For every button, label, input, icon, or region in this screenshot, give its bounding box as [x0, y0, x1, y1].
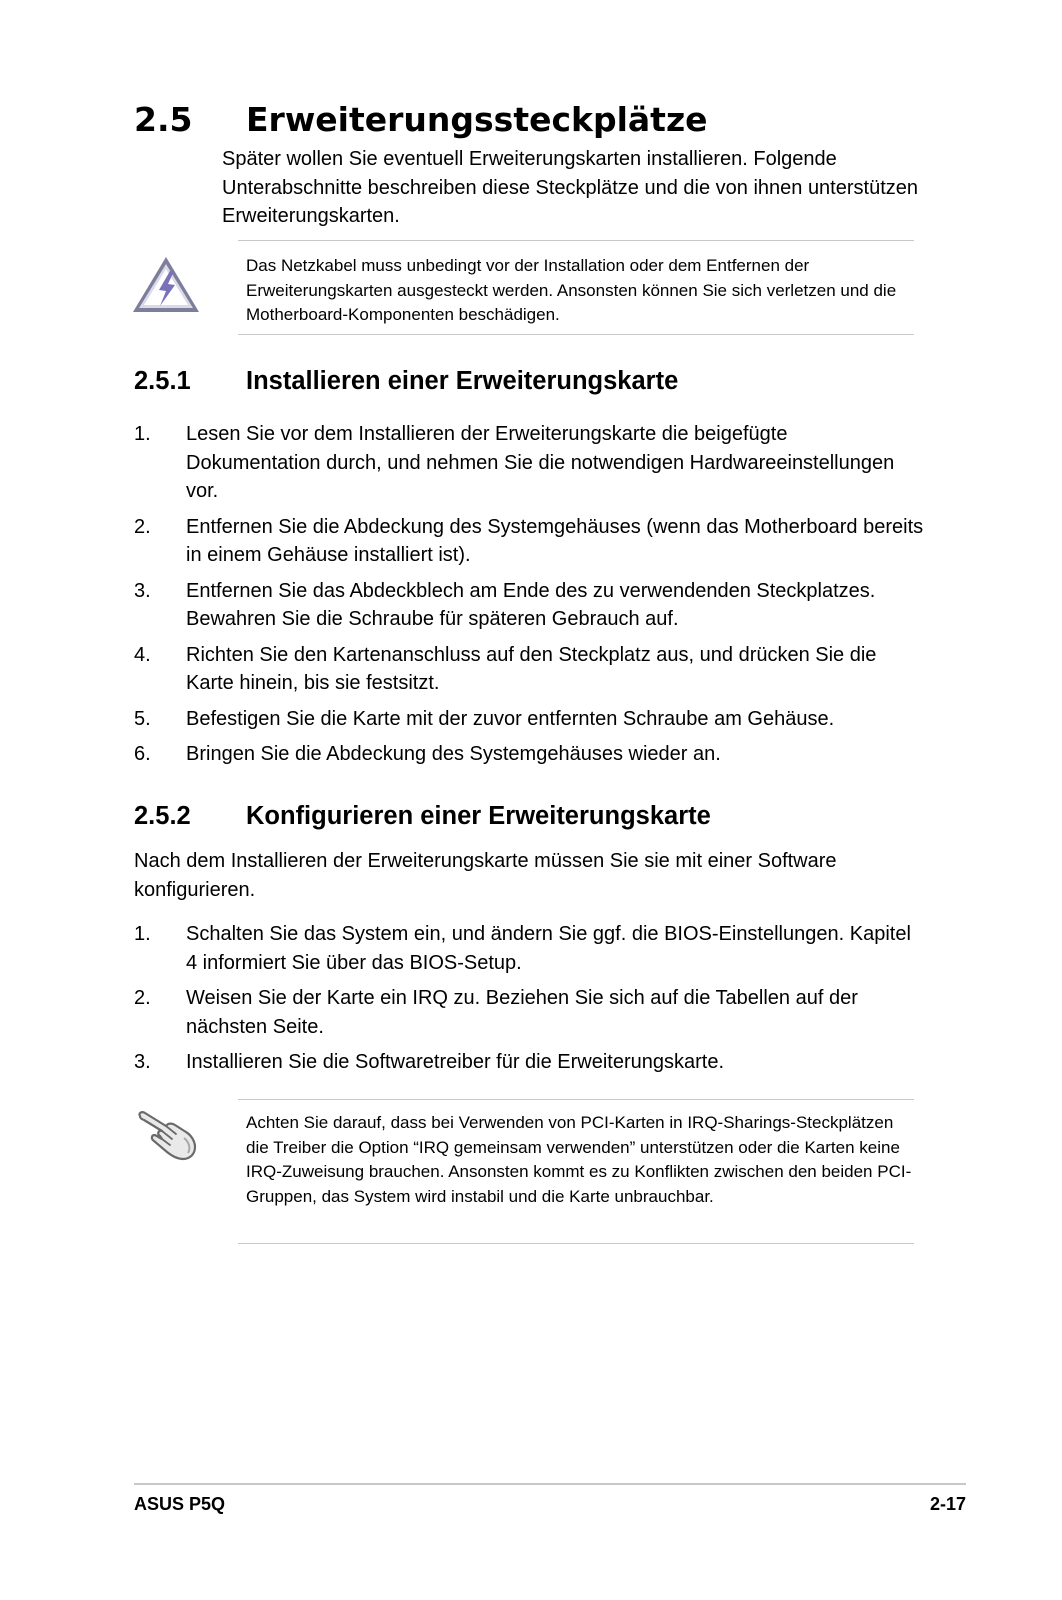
warning-lightning-icon	[130, 254, 202, 316]
list-item	[134, 740, 924, 769]
step-text: Bringen Sie die Abdeckung des Systemgehäuses wieder an.	[186, 743, 721, 765]
intro-paragraph: Später wollen Sie eventuell Erweiterungskarten installieren. Folgende Unterabschnitte beschreiben diese Steckplätze und die von ihnen unterstützen Erweiterungskarten.	[222, 148, 919, 227]
list-item	[134, 984, 924, 1041]
subsection-number-2: 2.5.2	[134, 802, 191, 830]
step-number: 2.	[134, 987, 151, 1009]
subsection-title-2: Konfigurieren einer Erweiterungskarte	[246, 802, 711, 830]
step-text: Lesen Sie vor dem Installieren der Erweiterungskarte die beigefügte Dokumentation durch, und nehmen Sie die notwendigen Hardwareeinstellungen vor.	[186, 423, 895, 502]
step-number: 1.	[134, 423, 151, 445]
footer-page-number: 2-17	[929, 1494, 966, 1514]
step-text: Schalten Sie das System ein, und ändern Sie ggf. die BIOS-Einstellungen. Kapitel 4 informiert Sie über das BIOS-Setup.	[186, 923, 911, 974]
configure-steps-list	[134, 920, 924, 1084]
footer-product-name: ASUS P5Q	[134, 1494, 226, 1514]
subsection-title-1: Installieren einer Erweiterungskarte	[246, 367, 679, 395]
pointing-hand-icon	[134, 1108, 202, 1164]
step-text: Weisen Sie der Karte ein IRQ zu. Beziehen Sie sich auf die Tabellen auf der nächsten Seite.	[186, 987, 858, 1038]
configure-intro-paragraph: Nach dem Installieren der Erweiterungskarte müssen Sie sie mit einer Software konfigurieren.	[134, 850, 837, 901]
step-text: Entfernen Sie die Abdeckung des Systemgehäuses (wenn das Motherboard bereits in einem Gehäuse installiert ist).	[186, 515, 924, 566]
step-text: Installieren Sie die Softwaretreiber für die Erweiterungskarte.	[186, 1051, 725, 1073]
footer-divider	[134, 1483, 966, 1485]
step-number: 2.	[134, 515, 151, 538]
warning-note	[238, 240, 914, 335]
list-item	[134, 420, 924, 506]
step-number: 3.	[134, 1051, 151, 1073]
step-number: 5.	[134, 707, 151, 730]
subsection-number-1: 2.5.1	[134, 367, 191, 395]
step-number: 4.	[134, 643, 151, 666]
hint-note	[238, 1099, 914, 1244]
section-title: Erweiterungssteckplätze	[246, 100, 708, 139]
warning-note-text: Das Netzkabel muss unbedingt vor der Installation oder dem Entfernen der Erweiterungskarten ausgesteckt werden. Ansonsten können Sie sich verletzen und die Motherboard-Komponenten beschädigen.	[246, 256, 897, 324]
step-number: 1.	[134, 923, 151, 945]
list-item	[134, 705, 924, 734]
step-text: Entfernen Sie das Abdeckblech am Ende des zu verwendenden Steckplatzes. Bewahren Sie die Schraube für späteren Gebrauch auf.	[186, 579, 876, 630]
step-text: Befestigen Sie die Karte mit der zuvor entfernten Schraube am Gehäuse.	[186, 707, 835, 730]
install-steps-list	[134, 420, 924, 776]
step-number: 6.	[134, 743, 151, 765]
step-text: Richten Sie den Kartenanschluss auf den Steckplatz aus, und drücken Sie die Karte hinein, bis sie festsitzt.	[186, 643, 877, 694]
hint-note-text: Achten Sie darauf, dass bei Verwenden von PCI-Karten in IRQ-Sharings-Steckplätzen die Treiber die Option “IRQ gemeinsam verwenden” unterstützen oder die Karten keine IRQ-Zuweisung brauchen. Ansonsten kommt es zu Konflikten zwischen den beiden PCI-Gruppen, das System wird instabil und die Karte unbrauchbar.	[246, 1113, 912, 1206]
section-number: 2.5	[134, 100, 193, 139]
step-number: 3.	[134, 579, 151, 602]
list-item	[134, 577, 924, 634]
list-item	[134, 920, 924, 977]
list-item	[134, 513, 924, 570]
list-item	[134, 641, 924, 698]
list-item	[134, 1048, 924, 1077]
